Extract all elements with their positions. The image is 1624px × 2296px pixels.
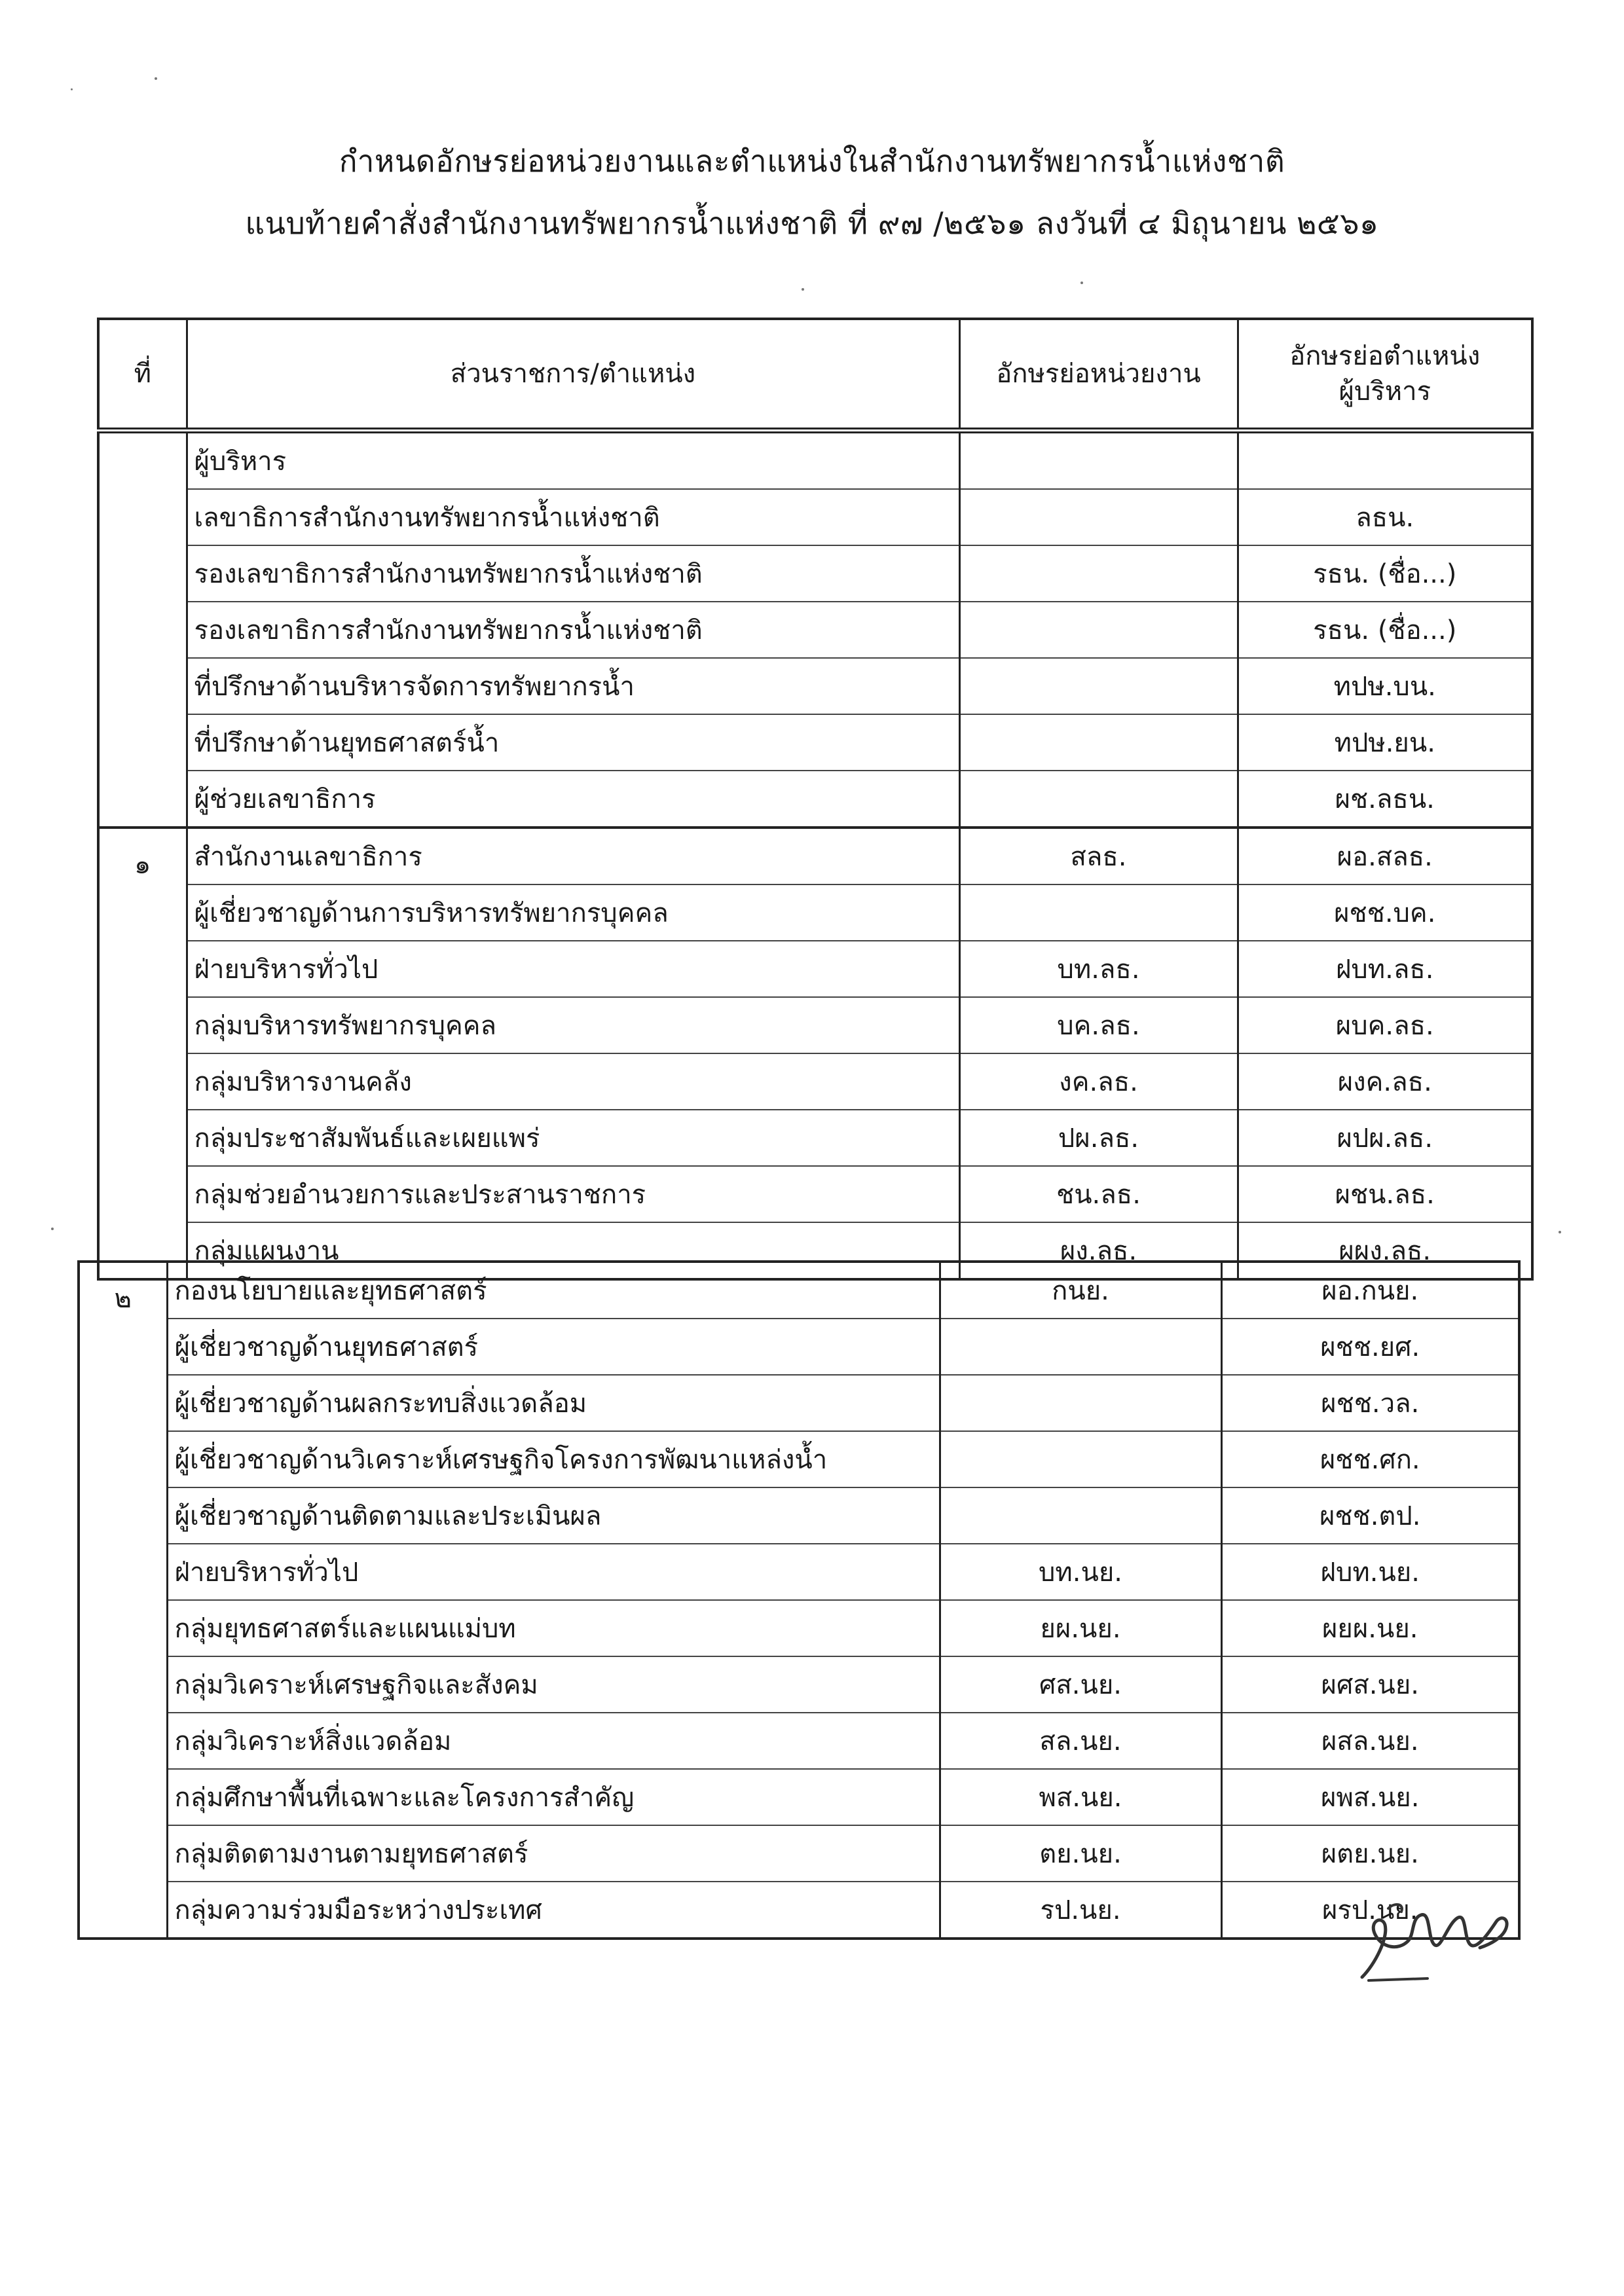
unit-abbr-cell: ปผ.ลธ. — [959, 1110, 1238, 1166]
table-row — [98, 828, 1532, 884]
unit-abbr-cell: ยผ.นย. — [940, 1600, 1221, 1656]
position-abbr-cell — [1238, 431, 1532, 490]
position-abbr-cell: ผชช.ศก. — [1221, 1431, 1519, 1487]
unit-name-cell: เลขาธิการสำนักงานทรัพยากรน้ำแห่งชาติ — [187, 489, 959, 545]
table-row — [79, 1656, 1519, 1713]
unit-abbr-cell — [940, 1487, 1221, 1544]
position-abbr-cell: ฝบท.ลธ. — [1238, 941, 1532, 997]
table-row — [79, 1882, 1519, 1939]
unit-name-cell: กลุ่มยุทธศาสตร์และแผนแม่บท — [167, 1600, 940, 1656]
unit-name-cell: กลุ่มแผนงาน — [187, 1222, 959, 1279]
position-abbr-cell: ผชน.ลธ. — [1238, 1166, 1532, 1222]
position-abbr-cell: ผผง.ลธ. — [1238, 1222, 1532, 1279]
table-row — [98, 1053, 1532, 1110]
position-abbr-cell: ผบค.ลธ. — [1238, 997, 1532, 1053]
table-row — [98, 658, 1532, 714]
unit-abbr-cell — [959, 545, 1238, 602]
scan-speck — [1080, 282, 1083, 284]
table-row — [98, 884, 1532, 941]
unit-abbr-cell — [959, 714, 1238, 771]
unit-abbr-cell — [959, 884, 1238, 941]
position-abbr-cell: ทปษ.บน. — [1238, 658, 1532, 714]
table-row — [98, 545, 1532, 602]
header-position-abbr-line1: อักษรย่อตำแหน่ง — [1289, 341, 1481, 371]
unit-abbr-cell — [940, 1375, 1221, 1431]
position-abbr-cell: ลธน. — [1238, 489, 1532, 545]
table-row — [79, 1544, 1519, 1600]
position-abbr-cell: ผชช.วล. — [1221, 1375, 1519, 1431]
position-abbr-cell: ผอ.สลธ. — [1238, 828, 1532, 884]
unit-name-cell: รองเลขาธิการสำนักงานทรัพยากรน้ำแห่งชาติ — [187, 545, 959, 602]
position-abbr-cell: รธน. (ชื่อ...) — [1238, 602, 1532, 658]
unit-name-cell: กลุ่มบริหารงานคลัง — [187, 1053, 959, 1110]
position-abbr-cell: ผยผ.นย. — [1221, 1600, 1519, 1656]
unit-name-cell: กลุ่มวิเคราะห์สิ่งแวดล้อม — [167, 1713, 940, 1769]
unit-abbr-cell: ชน.ลธ. — [959, 1166, 1238, 1222]
unit-name-cell: ผู้บริหาร — [187, 431, 959, 490]
unit-name-cell: กลุ่มติดตามงานตามยุทธศาสตร์ — [167, 1825, 940, 1882]
header-position-abbr-line2: ผู้บริหาร — [1338, 376, 1431, 407]
table-row — [98, 431, 1532, 490]
position-abbr-cell: รธน. (ชื่อ...) — [1238, 545, 1532, 602]
unit-name-cell: กลุ่มความร่วมมือระหว่างประเทศ — [167, 1882, 940, 1939]
header-name: ส่วนราชการ/ตำแหน่ง — [187, 319, 959, 431]
table-row — [98, 602, 1532, 658]
group-number-cell — [98, 431, 187, 828]
position-abbr-cell: ทปษ.ยน. — [1238, 714, 1532, 771]
unit-name-cell: ผู้เชี่ยวชาญด้านการบริหารทรัพยากรบุคคล — [187, 884, 959, 941]
group-number-cell: ๑ — [98, 828, 187, 1279]
unit-name-cell: กองนโยบายและยุทธศาสตร์ — [167, 1262, 940, 1319]
position-abbr-cell: ผชช.ยศ. — [1221, 1319, 1519, 1375]
signature-image — [1349, 1886, 1519, 1990]
unit-abbr-cell: รป.นย. — [940, 1882, 1221, 1939]
unit-abbr-cell: กนย. — [940, 1262, 1221, 1319]
header-no: ที่ — [98, 319, 187, 431]
position-abbr-cell: ผงค.ลธ. — [1238, 1053, 1532, 1110]
table-row — [79, 1713, 1519, 1769]
position-abbr-cell: ผรป.นย. — [1221, 1882, 1519, 1939]
unit-name-cell: ฝ่ายบริหารทั่วไป — [187, 941, 959, 997]
unit-name-cell: กลุ่มศึกษาพื้นที่เฉพาะและโครงการสำคัญ — [167, 1769, 940, 1825]
table-row — [98, 1110, 1532, 1166]
unit-abbr-cell — [959, 489, 1238, 545]
table-body-part-2 — [79, 1262, 1519, 1939]
position-abbr-cell: ผศส.นย. — [1221, 1656, 1519, 1713]
position-abbr-cell: ผช.ลธน. — [1238, 771, 1532, 828]
abbreviation-table-part-1 — [97, 318, 1534, 1281]
unit-abbr-cell: ตย.นย. — [940, 1825, 1221, 1882]
unit-name-cell: กลุ่มช่วยอำนวยการและประสานราชการ — [187, 1166, 959, 1222]
unit-name-cell: ผู้เชี่ยวชาญด้านผลกระทบสิ่งแวดล้อม — [167, 1375, 940, 1431]
position-abbr-cell: ฝบท.นย. — [1221, 1544, 1519, 1600]
unit-abbr-cell: สลธ. — [959, 828, 1238, 884]
unit-name-cell: ที่ปรึกษาด้านยุทธศาสตร์น้ำ — [187, 714, 959, 771]
table-row — [79, 1487, 1519, 1544]
unit-name-cell: ผู้ช่วยเลขาธิการ — [187, 771, 959, 828]
unit-name-cell: รองเลขาธิการสำนักงานทรัพยากรน้ำแห่งชาติ — [187, 602, 959, 658]
position-abbr-cell: ผอ.กนย. — [1221, 1262, 1519, 1319]
table-row — [98, 714, 1532, 771]
table-row — [79, 1319, 1519, 1375]
unit-name-cell: กลุ่มประชาสัมพันธ์และเผยแพร่ — [187, 1110, 959, 1166]
position-abbr-cell: ผพส.นย. — [1221, 1769, 1519, 1825]
unit-name-cell: ที่ปรึกษาด้านบริหารจัดการทรัพยากรน้ำ — [187, 658, 959, 714]
unit-name-cell: ผู้เชี่ยวชาญด้านวิเคราะห์เศรษฐกิจโครงการพัฒนาแหล่งน้ำ — [167, 1431, 940, 1487]
position-abbr-cell: ผชช.ตป. — [1221, 1487, 1519, 1544]
table-row — [98, 1166, 1532, 1222]
table-row — [79, 1262, 1519, 1319]
unit-name-cell: กลุ่มวิเคราะห์เศรษฐกิจและสังคม — [167, 1656, 940, 1713]
table-body-part-1 — [98, 431, 1532, 1280]
scan-speck — [802, 288, 804, 291]
unit-abbr-cell: บค.ลธ. — [959, 997, 1238, 1053]
unit-abbr-cell: ศส.นย. — [940, 1656, 1221, 1713]
unit-abbr-cell: ผง.ลธ. — [959, 1222, 1238, 1279]
header-position-abbr — [1238, 319, 1532, 431]
position-abbr-cell: ผปผ.ลธ. — [1238, 1110, 1532, 1166]
table-header-row — [98, 319, 1532, 431]
position-abbr-cell: ผตย.นย. — [1221, 1825, 1519, 1882]
table-row — [98, 997, 1532, 1053]
document-title: กำหนดอักษรย่อหน่วยงานและตำแหน่งในสำนักงานทรัพยากรน้ำแห่งชาติ — [339, 143, 1285, 179]
table-row — [79, 1769, 1519, 1825]
unit-abbr-cell — [940, 1319, 1221, 1375]
unit-abbr-cell: สล.นย. — [940, 1713, 1221, 1769]
group-number-cell: ๒ — [79, 1262, 167, 1939]
unit-abbr-cell — [959, 431, 1238, 490]
unit-name-cell: ผู้เชี่ยวชาญด้านติดตามและประเมินผล — [167, 1487, 940, 1544]
unit-abbr-cell — [959, 771, 1238, 828]
table-row — [79, 1431, 1519, 1487]
unit-abbr-cell: พส.นย. — [940, 1769, 1221, 1825]
unit-abbr-cell: บท.นย. — [940, 1544, 1221, 1600]
unit-name-cell: ฝ่ายบริหารทั่วไป — [167, 1544, 940, 1600]
position-abbr-cell: ผสล.นย. — [1221, 1713, 1519, 1769]
table-row — [98, 771, 1532, 828]
table-row — [79, 1600, 1519, 1656]
unit-name-cell: สำนักงานเลขาธิการ — [187, 828, 959, 884]
scan-speck — [1559, 1231, 1561, 1233]
table-row — [98, 489, 1532, 545]
table-row — [79, 1825, 1519, 1882]
scan-speck — [51, 1228, 54, 1230]
document-subtitle: แนบท้ายคำสั่งสำนักงานทรัพยากรน้ำแห่งชาติ ที่ ๙๗ /๒๕๖๑ ลงวันที่ ๔ มิถุนายน ๒๕๖๑ — [245, 206, 1379, 241]
scan-speck — [71, 88, 73, 90]
unit-abbr-cell: งค.ลธ. — [959, 1053, 1238, 1110]
unit-abbr-cell — [959, 658, 1238, 714]
abbreviation-table-part-2 — [77, 1260, 1521, 1940]
table-row — [79, 1375, 1519, 1431]
unit-name-cell: กลุ่มบริหารทรัพยากรบุคคล — [187, 997, 959, 1053]
unit-abbr-cell: บท.ลธ. — [959, 941, 1238, 997]
unit-name-cell: ผู้เชี่ยวชาญด้านยุทธศาสตร์ — [167, 1319, 940, 1375]
unit-abbr-cell — [940, 1431, 1221, 1487]
header-unit-abbr: อักษรย่อหน่วยงาน — [959, 319, 1238, 431]
position-abbr-cell: ผชช.บค. — [1238, 884, 1532, 941]
table-row — [98, 941, 1532, 997]
unit-abbr-cell — [959, 602, 1238, 658]
scan-speck — [155, 77, 157, 80]
